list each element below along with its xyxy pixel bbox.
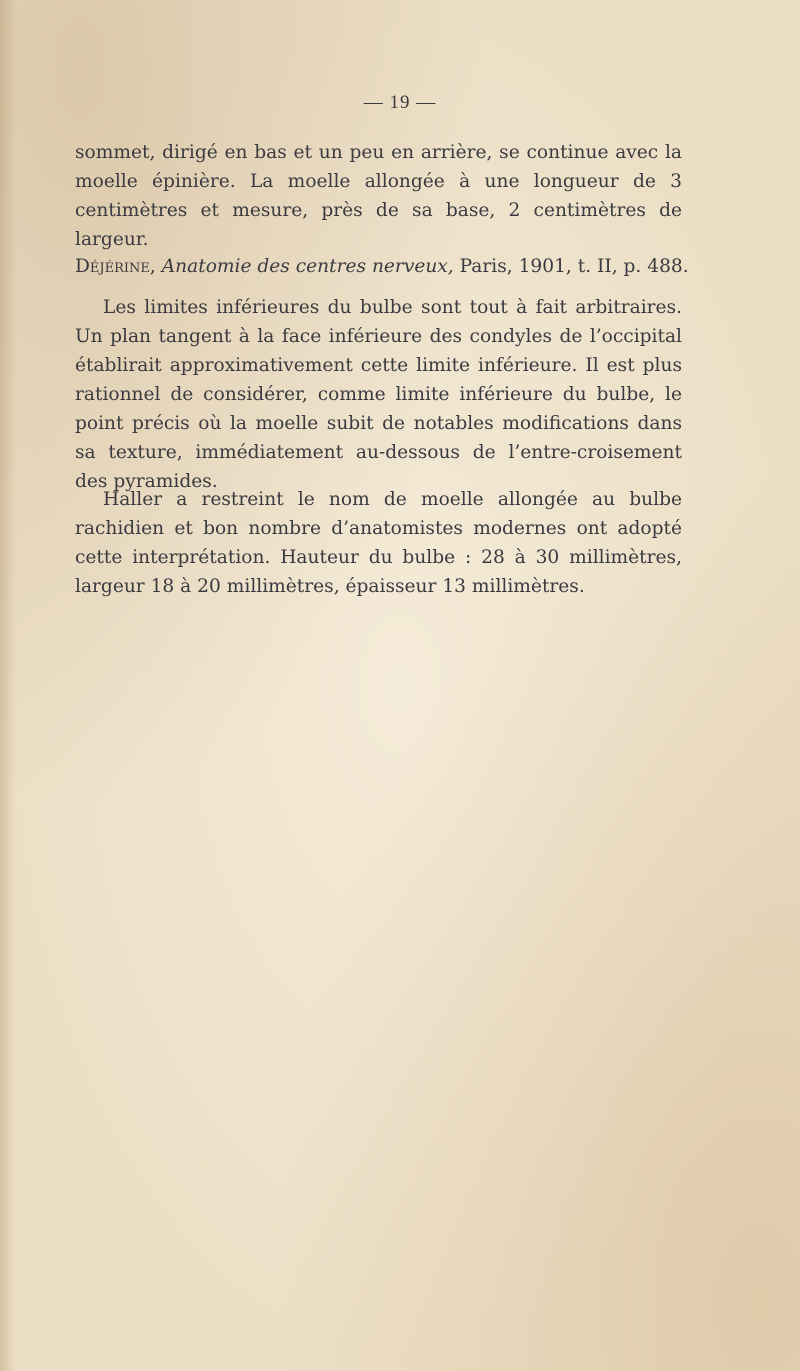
citation-title: Anatomie des centres nerveux, xyxy=(161,256,454,277)
paragraph-text: sommet, dirigé en bas et un peu en arrière, se continue avec la moelle épinière. La moelle allongée à une longueur de 3 centimètres et mesure, près de sa base, 2 centimètres de largeur. xyxy=(75,142,682,250)
paragraph-continuation xyxy=(75,138,682,254)
citation-details: Paris, 1901, t. II, p. 488. xyxy=(459,256,689,277)
citation xyxy=(75,252,689,281)
page-number: — 19 — xyxy=(363,92,437,113)
paragraph-haller xyxy=(75,485,682,601)
page-edge-shadow xyxy=(0,0,16,1371)
paragraph-text: Haller a restreint le nom de moelle allongée au bulbe rachidien et bon nombre d’anatomistes modernes ont adopté cette interprétation. Hauteur du bulbe : 28 à 30 millimètres, largeur 18 à 20 millimètres, épaisseur 13 millimètres. xyxy=(75,489,682,597)
paragraph-bulb-limits xyxy=(75,293,682,496)
citation-author: Déjérine, xyxy=(75,256,156,277)
paragraph-text: Les limites inférieures du bulbe sont tout à fait arbitraires. Un plan tangent à la face inférieure des condyles de l’occipital établirait approximativement cette limite inférieure. Il est plus rationnel de considérer, comme limite inférieure du bulbe, le point précis où la moelle subit de notables modifications dans sa texture, immédiatement au-dessous de l’entre-croisement des pyramides. xyxy=(75,297,682,492)
